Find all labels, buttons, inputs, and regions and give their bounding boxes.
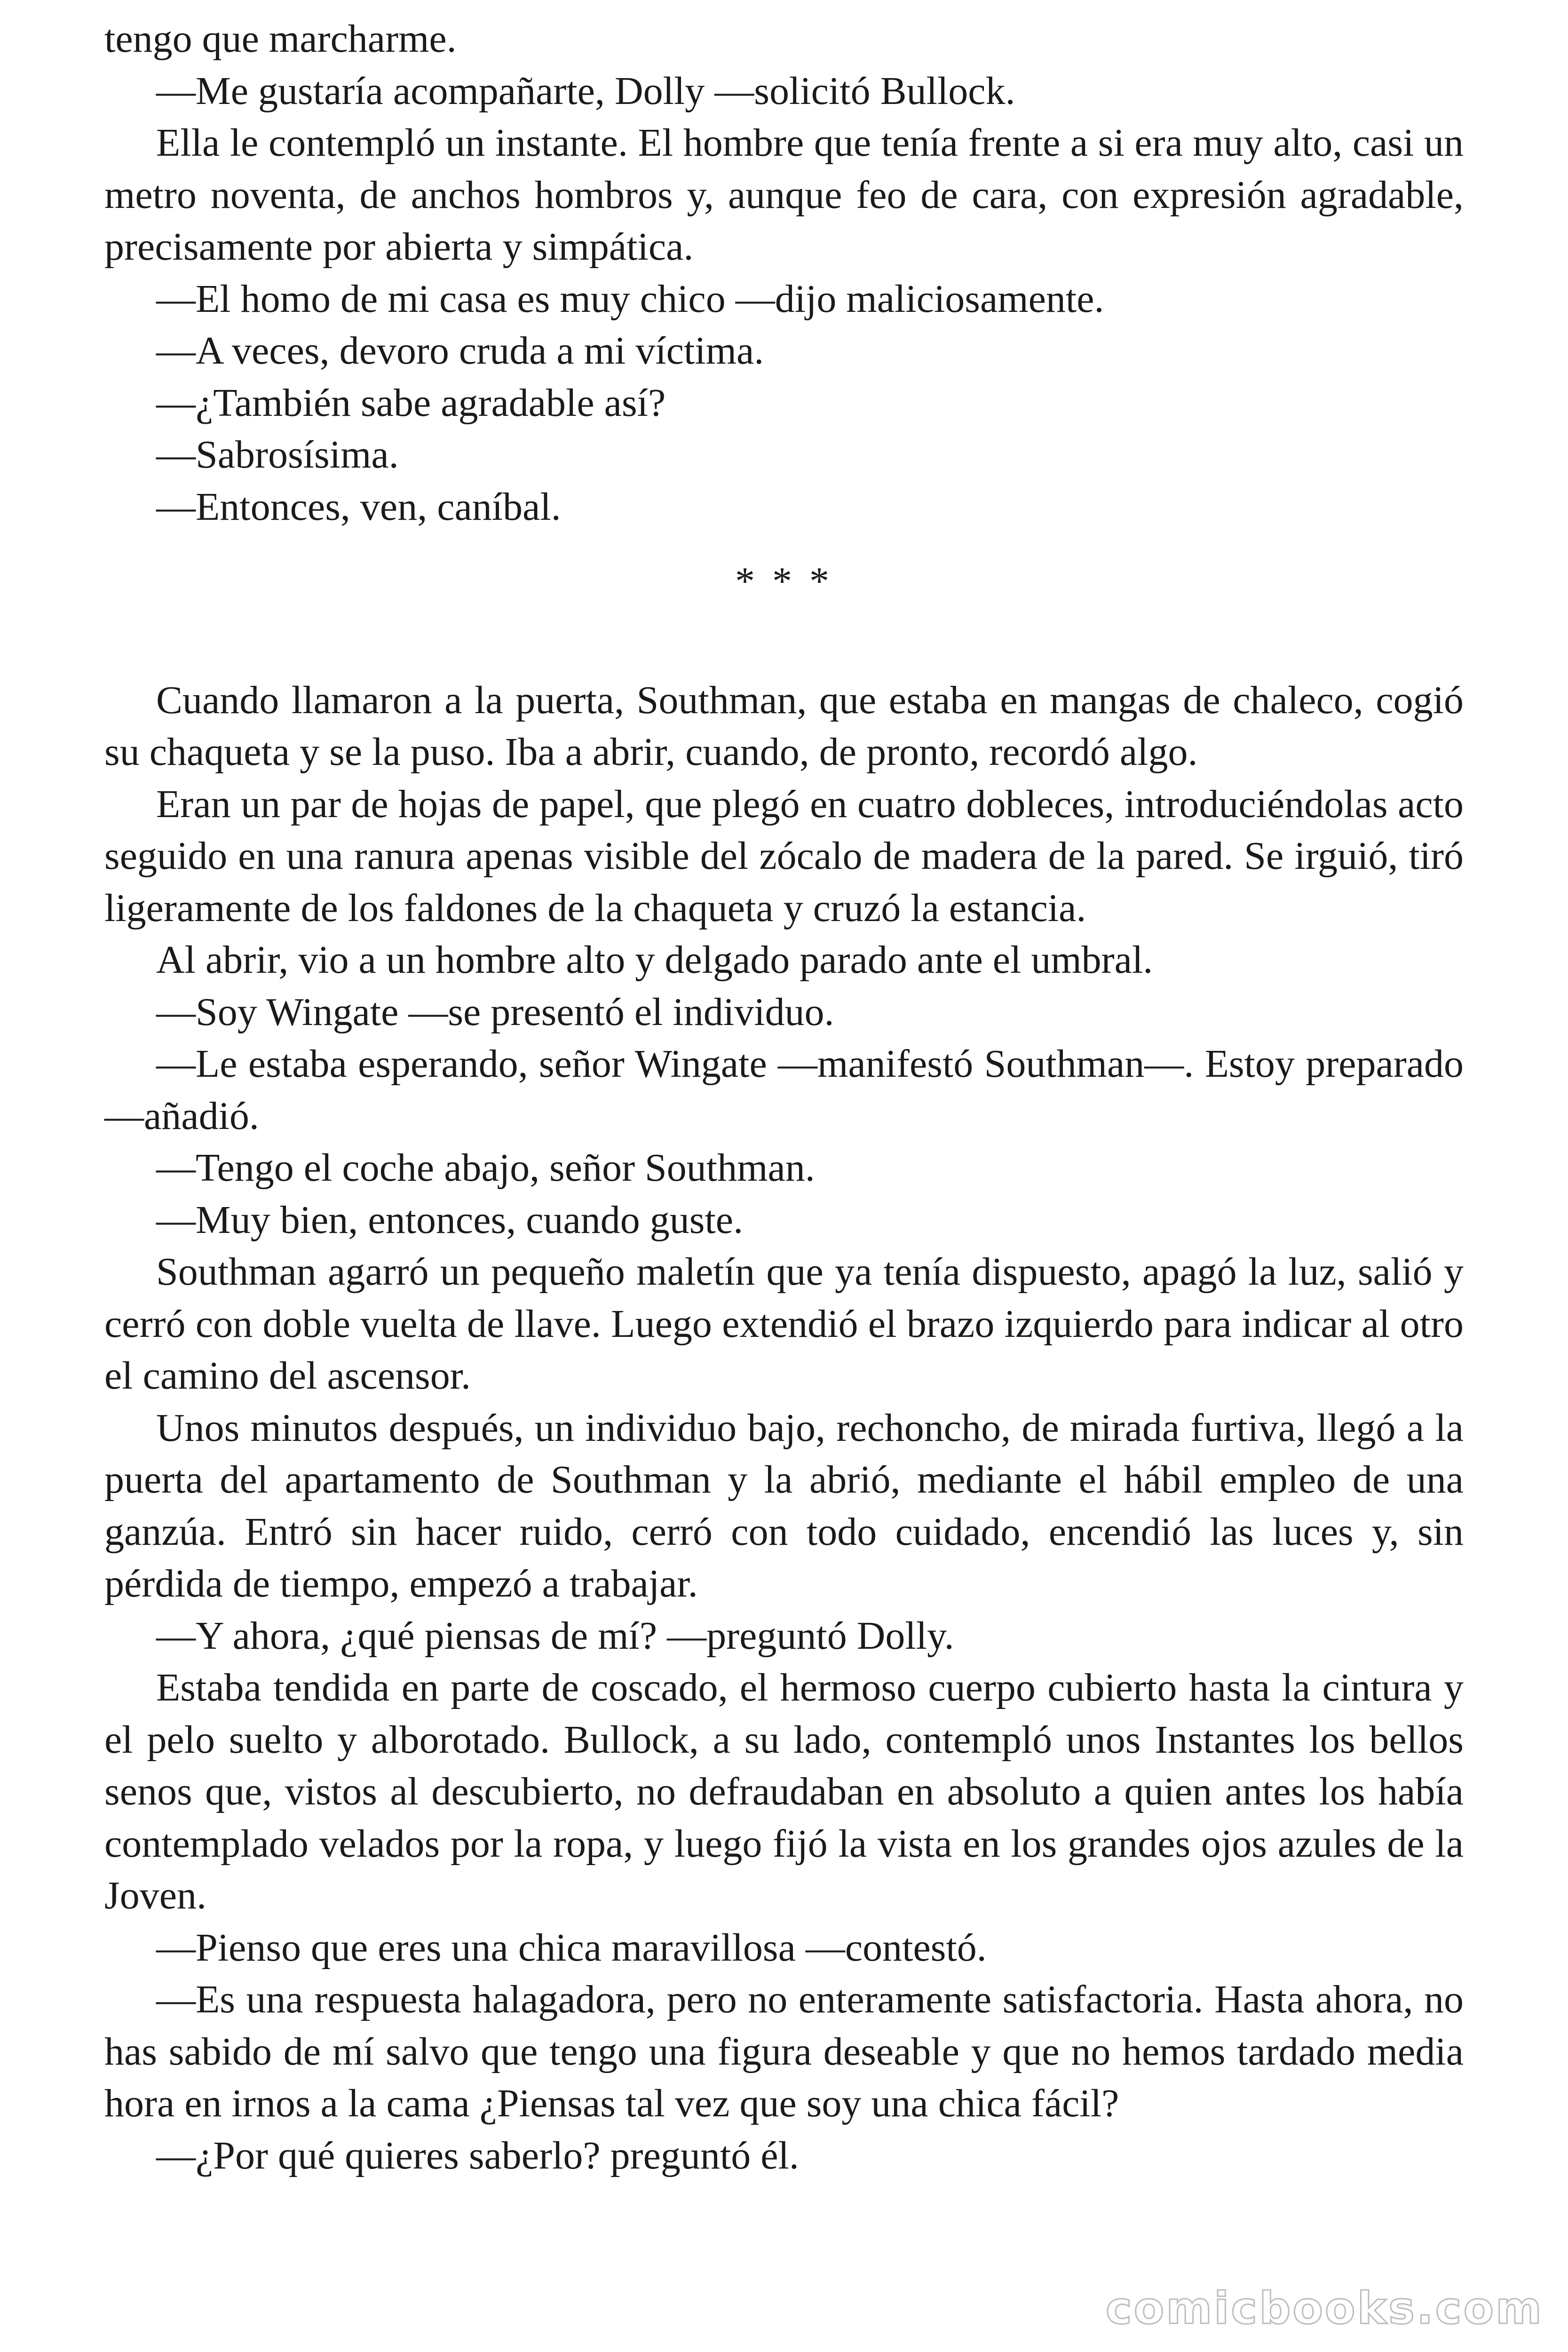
watermark-logo: comicbooks.com	[1105, 2283, 1544, 2334]
paragraph-continuation: tengo que marcharme.	[104, 17, 457, 61]
scene-separator: * * *	[735, 559, 833, 603]
paragraph: Cuando llamaron a la puerta, Southman, que estaba en mangas de chaleco, cogió su chaqueta y se la puso. Iba a abrir, cuando, de pronto, recordó algo.	[104, 678, 1464, 774]
paragraph: Eran un par de hojas de papel, que plegó en cuatro dobleces, introduciéndolas acto seguido en una ranura apenas visible del zócalo de madera de la pared. Se irguió, tiró ligeramente de los faldones de la chaqueta y cruzó la estancia.	[104, 782, 1464, 930]
paragraph: —Y ahora, ¿qué piensas de mí? —preguntó Dolly.	[156, 1613, 954, 1658]
paragraph: —¿También sabe agradable así?	[156, 381, 666, 425]
paragraph: Estaba tendida en parte de coscado, el hermoso cuerpo cubierto hasta la cintura y el pelo suelto y alborotado. Bullock, a su lado, contempló unos Instantes los bellos senos que, vistos al descubierto, no defraudaban en absoluto a quien antes los había contemplado velados por la ropa, y luego fijó la vista en los grandes ojos azules de la Joven.	[104, 1666, 1464, 1917]
paragraph: Al abrir, vio a un hombre alto y delgado parado ante el umbral.	[156, 938, 1153, 982]
paragraph: Unos minutos después, un individuo bajo, rechoncho, de mirada furtiva, llegó a la puerta del apartamento de Southman y la abrió, mediante el hábil empleo de una ganzúa. Entró sin hacer ruido, cerró con todo cuidado, encendió las luces y, sin pérdida de tiempo, empezó a trabajar.	[104, 1406, 1464, 1605]
paragraph: —Sabrosísima.	[156, 433, 399, 477]
paragraph: —El homo de mi casa es muy chico —dijo maliciosamente.	[156, 277, 1104, 321]
paragraph: —Es una respuesta halagadora, pero no enteramente satisfactoria. Hasta ahora, no has sabido de mí salvo que tengo una figura deseable y que no hemos tardado media hora en irnos a la cama ¿Piensas tal vez que soy una chica fácil?	[104, 1978, 1464, 2125]
paragraph: —A veces, devoro cruda a mi víctima.	[156, 329, 764, 373]
paragraph: —Pienso que eres una chica maravillosa —contestó.	[156, 1925, 987, 1970]
paragraph: —Muy bien, entonces, cuando guste.	[156, 1198, 744, 1242]
page-text	[104, 13, 1464, 2182]
paragraph: —Tengo el coche abajo, señor Southman.	[156, 1146, 815, 1190]
paragraph: —¿Por qué quieres saberlo? preguntó él.	[156, 2133, 799, 2177]
paragraph: —Entonces, ven, caníbal.	[156, 485, 561, 529]
paragraph: —Me gustaría acompañarte, Dolly —solicitó Bullock.	[156, 69, 1015, 113]
paragraph: —Soy Wingate —se presentó el individuo.	[156, 990, 834, 1034]
paragraph: Ella le contempló un instante. El hombre que tenía frente a si era muy alto, casi un metro noventa, de anchos hombros y, aunque feo de cara, con expresión agradable, precisamente por abierta y simpática.	[104, 121, 1464, 269]
paragraph: —Le estaba esperando, señor Wingate —manifestó Southman—. Estoy preparado —añadió.	[104, 1042, 1464, 1138]
paragraph: Southman agarró un pequeño maletín que ya tenía dispuesto, apagó la luz, salió y cerró con doble vuelta de llave. Luego extendió el brazo izquierdo para indicar al otro el camino del ascensor.	[104, 1250, 1464, 1398]
